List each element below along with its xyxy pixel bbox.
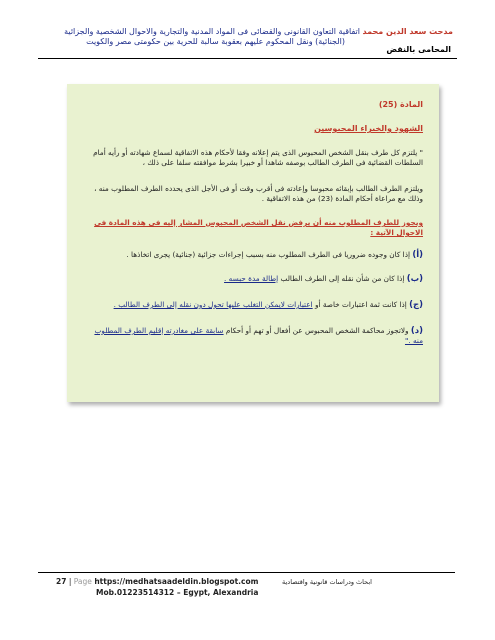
item-marker: (ج) xyxy=(409,300,423,310)
item-marker: (ب) xyxy=(406,274,423,284)
list-item xyxy=(83,250,423,260)
page-label: Page xyxy=(73,577,92,586)
item-marker: (أ) xyxy=(412,250,423,260)
item-text: إذا كانت ثمة اعتبارات خاصة أو xyxy=(314,300,407,309)
item-marker: (د) xyxy=(410,326,423,336)
item-text-underlined: إطالة مدة حبسه . xyxy=(224,274,279,283)
page-indicator xyxy=(56,577,258,586)
article-number: المادة (25) xyxy=(378,100,423,109)
contact-info: Mob.01223514312 – Egypt, Alexandria xyxy=(96,588,259,597)
item-text: إذا كان من شأن نقله إلى الطرف الطالب xyxy=(280,274,405,283)
article-box xyxy=(67,84,439,402)
item-text-underlined: سابقة على مغادرته إقليم الطرف المطلوب منه ." xyxy=(94,326,423,345)
item-text: ولاتجوز محاكمة الشخص المحبوس عن أفعال أو تهم أو أحكام xyxy=(225,326,409,335)
item-text-underlined: اعتبارات لايمكن التغلب عليها تحول دون نقله إلى الطرف الطالب . xyxy=(113,300,313,309)
list-item xyxy=(83,274,423,284)
document-title: اتفاقية التعاون القانونى والقضائى فى المواد المدنية والتجارية والاحوال الشخصية والجزائية xyxy=(64,27,360,36)
page-separator: | xyxy=(68,577,72,586)
list-item xyxy=(83,300,423,310)
blog-subtitle: ابحاث ودراسات قانونية واقتصادية xyxy=(282,578,372,586)
blog-url[interactable]: https://medhatsaadeldin.blogspot.com xyxy=(94,577,259,586)
list-item xyxy=(83,326,423,346)
author-name: مدحت سعد الدين محمد xyxy=(362,27,453,36)
refusal-intro: ويجوز للطرف المطلوب منه أن يرفض نقل الشخص المحبوس المشار إليه فى هذه المادة فى الاحوال الآتية : xyxy=(94,218,423,237)
article-heading: الشهود والخبراء المحبوسين xyxy=(314,124,423,133)
paragraph-2: ويلتزم الطرف الطالب بإبقائه محبوسا وإعادته فى أقرب وقت أو فى الأجل الذى يحدده الطرف المطلوب منه ، وذلك مع مراعاة أحكام المادة (23) من هذه الاتفاقية . xyxy=(94,184,423,203)
document-subtitle: (الجنائية) ونقل المحكوم عليهم بعقوبة سالبة للحرية بين حكومتى مصر والكويت xyxy=(86,37,345,46)
paragraph-1: " يلتزم كل طرف بنقل الشخص المحبوس الذى يتم إعلانه وفقا لأحكام هذه الاتفاقية لسماع شهادته أو رأيه أمام السلطات القضائية فى الطرف الطالب بوصفه شاهدا أو خبيرا بشرط موافقته سلفا على ذلك ، xyxy=(93,148,423,167)
footer-divider xyxy=(38,572,455,573)
page-number: 27 xyxy=(56,577,67,586)
header-line-1 xyxy=(64,27,453,36)
author-role: المحامى بالنقض xyxy=(386,45,451,54)
item-text: إذا كان وجوده ضروريا فى الطرف المطلوب منه بسبب إجراءات جزائية (جنائية) يجرى اتخاذها . xyxy=(126,250,410,259)
header-divider xyxy=(38,58,457,59)
